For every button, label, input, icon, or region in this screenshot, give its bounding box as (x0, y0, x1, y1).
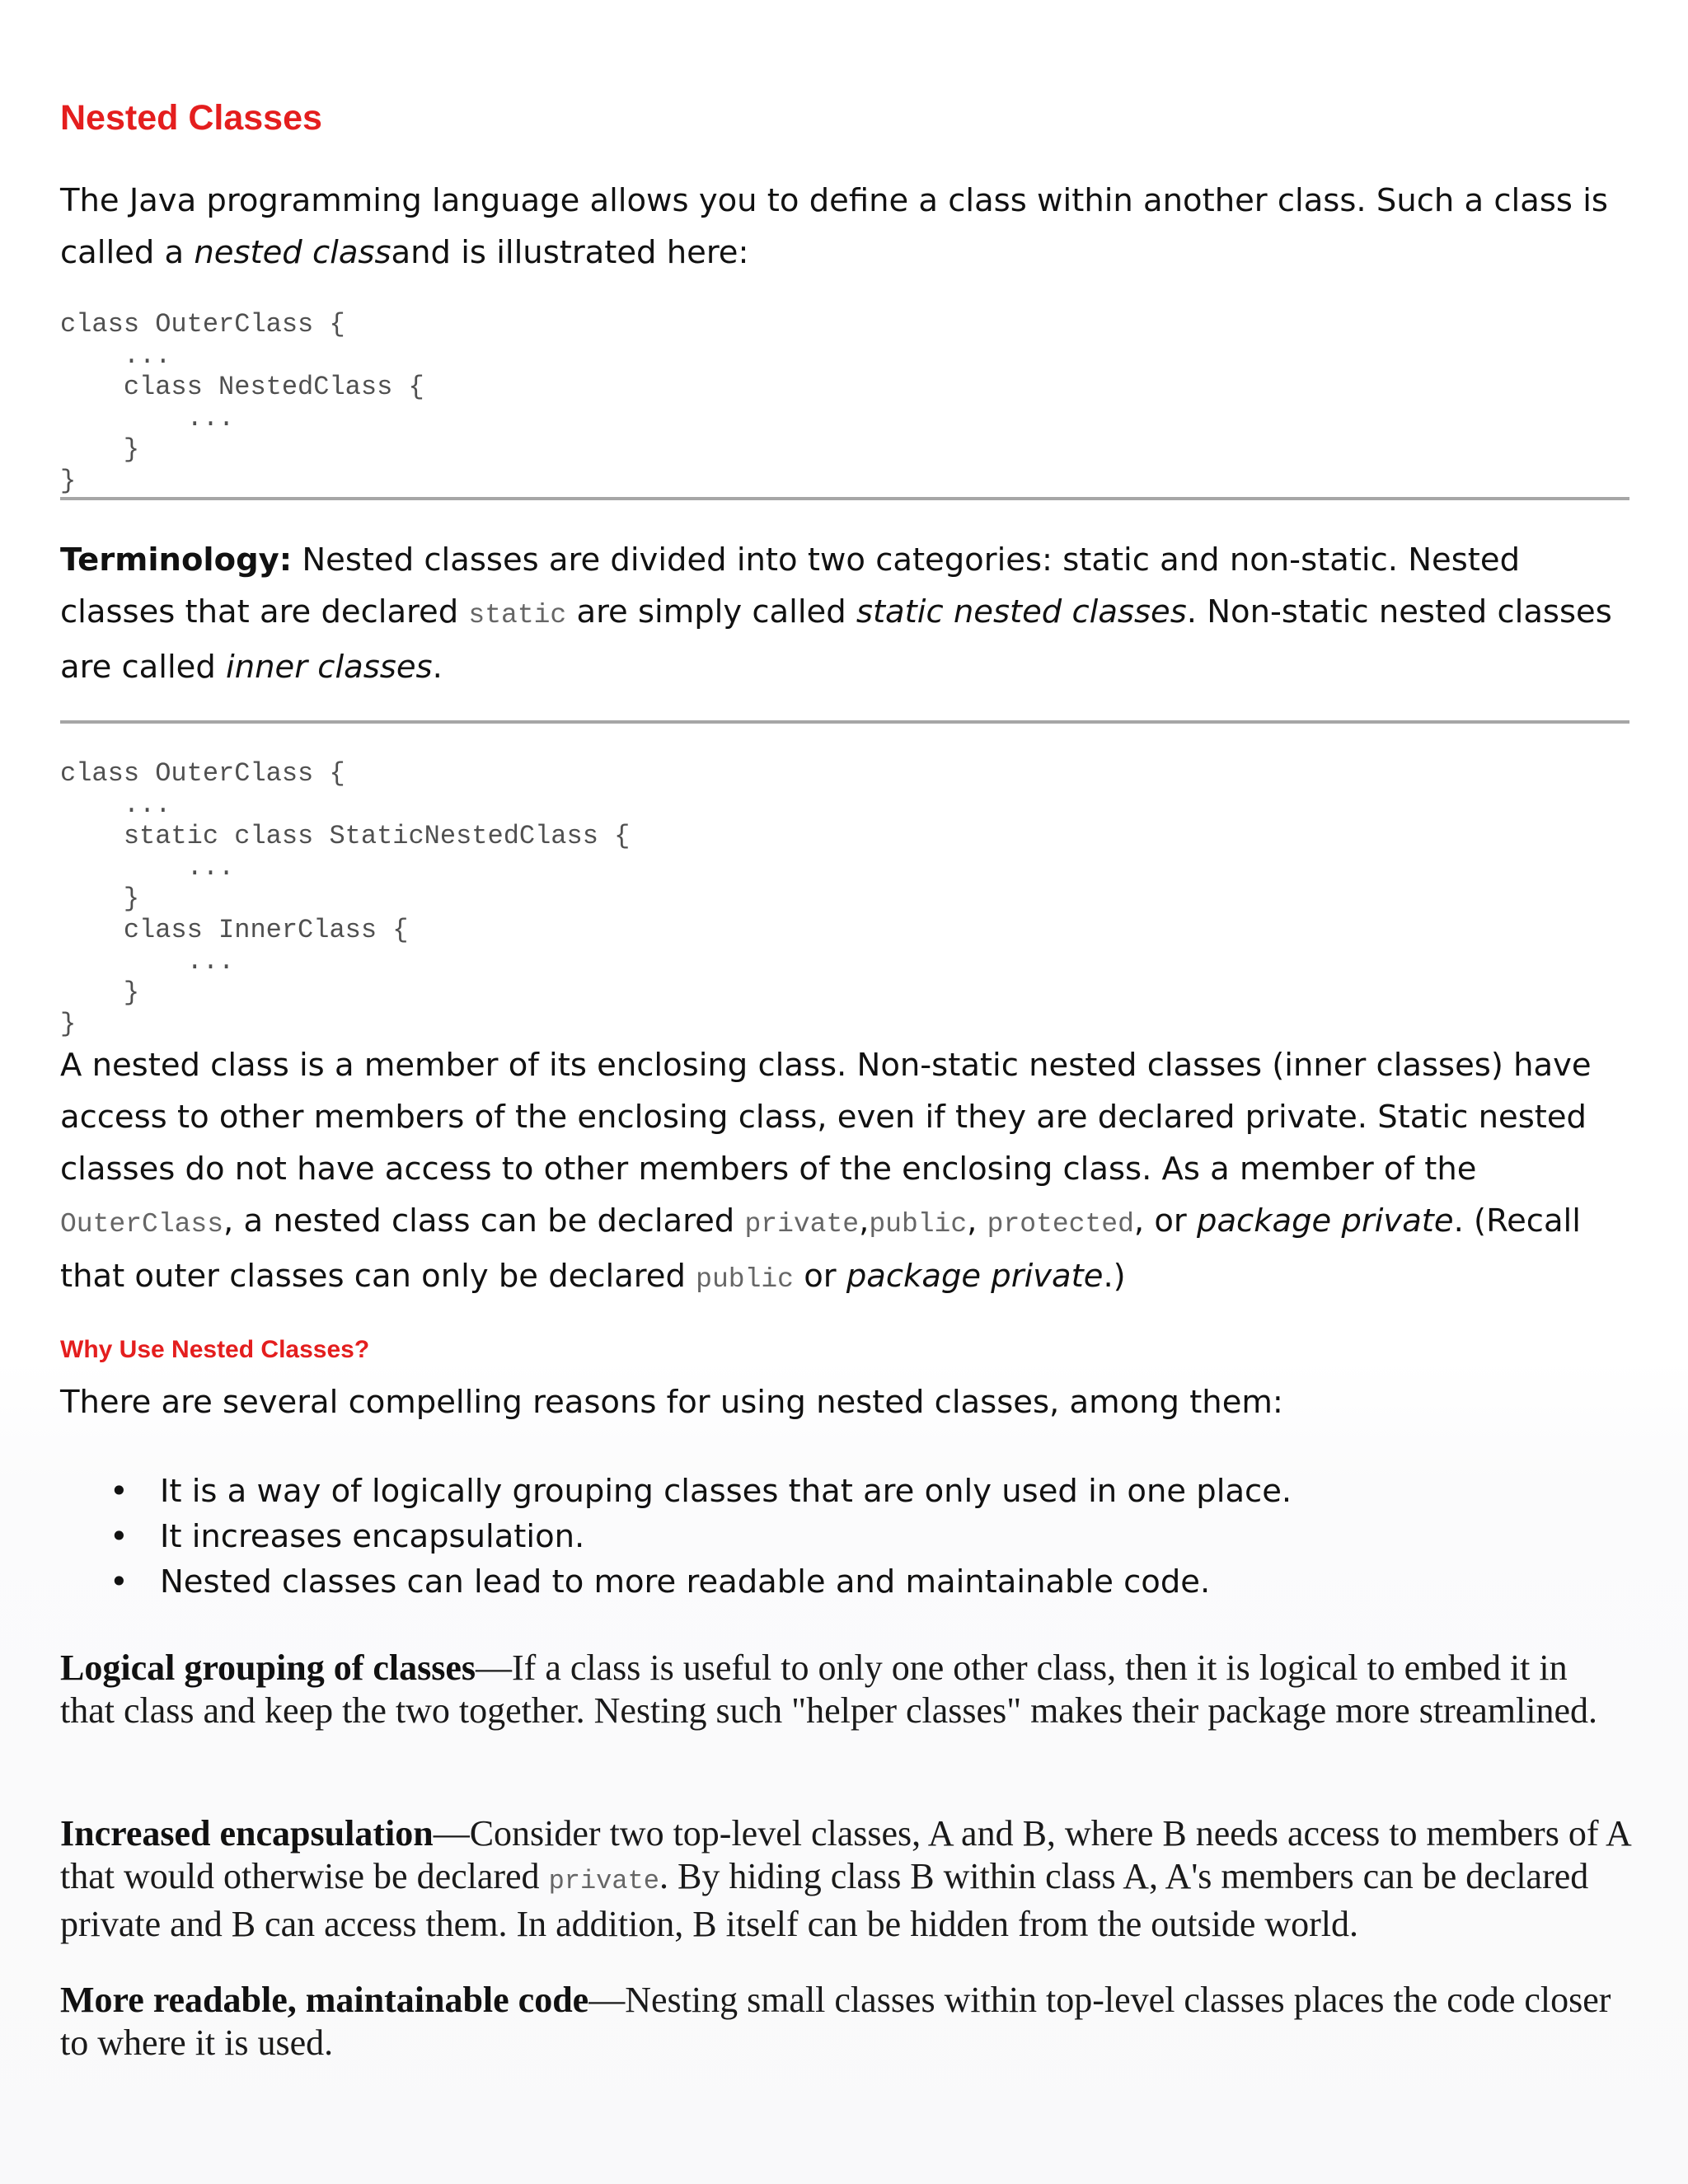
terminology-paragraph (60, 534, 1630, 693)
member-text-4: , (967, 1202, 987, 1240)
encapsulation-text-1: —Consider two top-level classes, A and B, where B needs access to members of A that would otherwise be declared (60, 1813, 1630, 1896)
terminology-text-2: are simply called (566, 593, 856, 630)
page-title: Nested Classes (60, 98, 322, 138)
intro-paragraph (60, 175, 1630, 279)
term-package-private: package private (1197, 1202, 1454, 1240)
bullet-icon: • (110, 1518, 129, 1555)
reasons-list (60, 1469, 1630, 1605)
term-static-nested-classes: static nested classes (856, 593, 1187, 630)
member-text-6: . (Recall that outer classes can only be declared (60, 1202, 1581, 1295)
readable-code-paragraph (60, 1979, 1630, 2064)
readable-code-text: —Nesting small classes within top-level classes places the code closer to where it is used. (60, 1980, 1611, 2063)
inline-code-public: public (869, 1209, 968, 1240)
horizontal-rule-top (60, 497, 1629, 500)
list-item-text: It is a way of logically grouping classes that are only used in one place. (160, 1473, 1292, 1510)
terminology-text-4: . (432, 649, 443, 686)
logical-grouping-text: —If a class is useful to only one other class, then it is logical to embed it in that class and keep the two together. Nesting such "helper classes" makes their package more streamlined. (60, 1647, 1597, 1731)
bullet-icon: • (110, 1563, 129, 1601)
term-package-private-2: package private (846, 1258, 1104, 1295)
list-item (60, 1559, 1630, 1605)
member-text-3: , (859, 1202, 870, 1240)
intro-term-nested-class: nested class (194, 234, 392, 271)
inline-code-protected: protected (987, 1209, 1134, 1240)
inline-code-public-2: public (696, 1264, 794, 1295)
encapsulation-paragraph (60, 1812, 1630, 1946)
encapsulation-label: Increased encapsulation (60, 1813, 434, 1854)
intro-text-2: and is illustrated here: (391, 234, 749, 271)
member-text-1: A nested class is a member of its enclosing class. Non-static nested classes (inner classes) have access to other members of the enclosing class, even if they are declared private. Static nested classes do not have access to other members of the enclosing class. As a member of the (60, 1047, 1592, 1188)
terminology-text-1: Nested classes are divided into two categories: static and non-static. Nested classes that are declared (60, 541, 1521, 630)
code-block-static-and-inner: class OuterClass { ... static class StaticNestedClass { ... } class InnerClass { ... } } (60, 758, 631, 1039)
section-heading-why: Why Use Nested Classes? (60, 1336, 370, 1363)
inline-code-private: private (744, 1209, 860, 1240)
logical-grouping-label: Logical grouping of classes (60, 1647, 476, 1688)
member-text-5: , or (1133, 1202, 1197, 1240)
inline-code-static: static (468, 600, 567, 630)
reasons-intro: There are several compelling reasons for using nested classes, among them: (60, 1384, 1283, 1421)
bullet-icon: • (110, 1473, 129, 1510)
list-item (60, 1469, 1630, 1514)
member-text-7: or (793, 1258, 846, 1295)
terminology-label: Terminology: (60, 541, 293, 579)
horizontal-rule-bottom (60, 720, 1629, 724)
encapsulation-text-2: . By hiding class B within class A, A's members can be declared private and B can access them. In addition, B itself can be hidden from the outside world. (60, 1856, 1589, 1944)
logical-grouping-paragraph (60, 1647, 1630, 1732)
member-text-2: , a nested class can be declared (223, 1202, 745, 1240)
inline-code-private-serif: private (548, 1866, 659, 1896)
member-paragraph (60, 1039, 1630, 1305)
list-item-text: It increases encapsulation. (160, 1518, 585, 1555)
intro-text-1: The Java programming language allows you to define a class within another class. Such a class is called a (60, 182, 1608, 271)
list-item (60, 1514, 1630, 1559)
term-inner-classes: inner classes (226, 649, 433, 686)
list-item-text: Nested classes can lead to more readable and maintainable code. (160, 1563, 1211, 1601)
terminology-text-3: . Non-static nested classes are called (60, 593, 1612, 686)
member-text-8: .) (1103, 1258, 1126, 1295)
inline-code-outerclass: OuterClass (60, 1209, 224, 1240)
readable-code-label: More readable, maintainable code (60, 1980, 589, 2020)
code-block-nested-class: class OuterClass { ... class NestedClass { ... } } (60, 309, 424, 496)
